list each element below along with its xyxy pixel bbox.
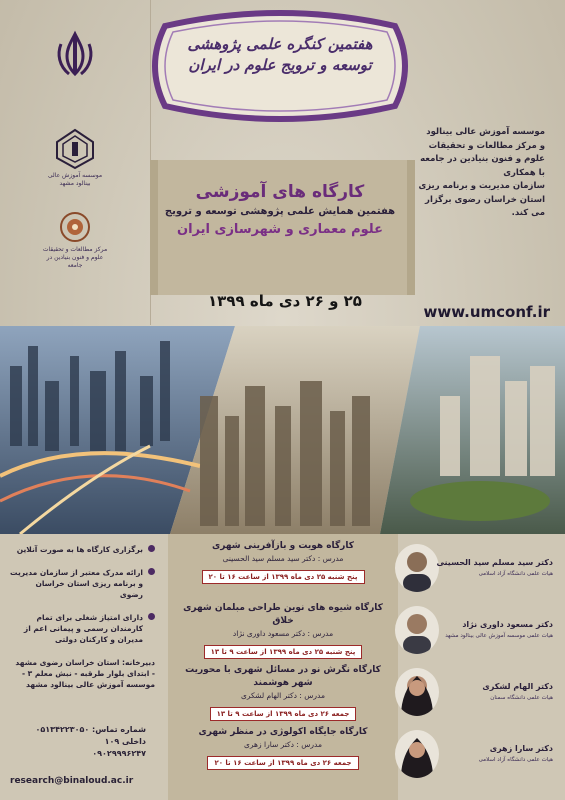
city-skyline-image [0,326,565,534]
workshop-item-time: جمعه ۲۶ دی ماه ۱۳۹۹ از ساعت ۱۶ تا ۲۰ [207,756,358,770]
feature-text: برگزاری کارگاه ها به صورت آنلاین [16,545,143,554]
research-center-caption: مرکز مطالعات و تحقیقات علوم و فنون بنیادین در جامعه [42,246,108,269]
research-center-icon [58,210,92,244]
teacher-role: هیات علمی موسسه آموزش عالی بینالود مشهد [445,633,553,639]
organizer-line: سازمان مدیریت و برنامه ریزی [418,181,545,191]
title-line1: هفتمین کنگره علمی پژوهشی [187,35,373,53]
iran-emblem-icon [53,30,97,78]
teacher-photo [395,668,439,716]
avatar-icon [395,730,439,778]
teacher-name: دکتر سید مسلم سید الحسینی [436,558,553,567]
workshop-item-teacher: مدرس : دکتر سید مسلم سید الحسینی [222,554,344,563]
details-section [0,534,565,800]
teacher-photo [395,606,439,654]
event-date: ۲۵ و ۲۶ دی ماه ۱۳۹۹ [208,292,362,310]
feature-item [10,544,155,555]
workshop-item-teacher: مدرس : دکتر سارا زهری [244,740,322,749]
avatar-icon [395,668,439,716]
workshop-field: علوم معماری و شهرسازی ایران [177,222,383,237]
workshop-item-time: جمعه ۲۶ دی ماه ۱۳۹۹ از ساعت ۹ تا ۱۳ [210,707,357,721]
teacher-role: هیات علمی دانشگاه آزاد اسلامی [478,757,553,763]
teacher-card [387,664,557,726]
binaloud-logo [40,128,110,188]
teacher-photo [395,544,439,592]
phone-extension: داخلی ۱۰۹ [104,737,146,746]
workshops-list [178,540,388,788]
workshop-item [178,726,388,782]
congress-title [145,34,415,76]
bullet-icon [148,568,155,575]
teacher-role: هیات علمی دانشگاه سمنان [490,695,553,701]
organizer-line: با همکاری [503,167,545,178]
avatar-icon [395,606,439,654]
workshop-item-title: کارگاه نگرش نو در مسائل شهری با محوریت شهر هوشمند [185,665,381,688]
workshop-subtitle: هفتمین همایش علمی پژوهشی توسعه و ترویج [164,206,396,217]
feature-text: ارائه مدرک معتبر از سازمان مدیریت و برنامه ریزی استان خراسان رضوی [10,568,143,599]
binaloud-logo-icon [55,128,95,170]
workshop-header [160,170,400,288]
organizer-line: می کند. [511,208,545,218]
teachers-list [387,540,557,788]
teacher-card [387,540,557,602]
emblem-logo [40,30,110,82]
feature-text: دارای امتیاز شغلی برای تمام کارمندان رسمی و پیمانی اعم از مدیران و کارکنان دولتی [23,613,143,644]
teacher-card [387,602,557,664]
city-photo [0,326,565,534]
avatar-icon [395,544,439,592]
bullet-icon [148,545,155,552]
workshop-item [178,540,388,596]
feature-item [10,612,155,645]
title-line2: توسعه و ترویج علوم در ایران [188,56,372,74]
congress-title-frame [145,6,415,126]
workshop-item [178,664,388,720]
workshop-item-teacher: مدرس : دکتر الهام لشکری [241,691,325,700]
workshop-title: کارگاه های آموزشی [195,182,365,202]
workshop-item-title: کارگاه جایگاه اکولوژی در منظر شهری [198,727,368,737]
bullet-icon [148,613,155,620]
binaloud-caption: موسسه آموزش عالی بینالود مشهد [47,172,103,187]
contact-email[interactable]: research@binaloud.ac.ir [10,776,134,786]
secretariat-address: دبیرخانه: استان خراسان رضوی مشهد - ابتدای بلوار طرقبه - نبش معلم ۳ - موسسه آموزش عالی بینالود مشهد [15,658,155,689]
workshop-item-time: پنج شنبه ۲۵ دی ماه ۱۳۹۹ از ساعت ۱۶ تا ۲۰ [202,570,365,584]
organizer-line: و مرکز مطالعات و تحقیقات [428,140,545,151]
research-center-logo [40,210,110,270]
phone-number[interactable]: شماره تماس: ۰۵۱۳۴۲۲۳۰۵۰ [35,725,146,734]
website-link[interactable]: www.umconf.ir [423,303,550,321]
organizer-line: موسسه آموزش عالی بینالود [426,127,545,137]
workshop-item-time: پنج شنبه ۲۵ دی ماه ۱۳۹۹ از ساعت ۹ تا ۱۳ [204,645,363,659]
contact-info [14,724,146,760]
workshop-item-title: کارگاه هویت و بازآفرینی شهری [212,541,354,551]
mobile-number[interactable]: ۰۹۰۲۹۹۹۶۲۴۷ [92,749,146,758]
logos-column [0,0,151,325]
teacher-name: دکتر الهام لشکری [482,682,553,691]
teacher-name: دکتر مسعود داوری نژاد [462,620,553,629]
features-list [10,544,155,690]
workshop-item [178,602,388,658]
teacher-role: هیات علمی دانشگاه آزاد اسلامی [478,571,553,577]
teacher-photo [395,730,439,778]
workshop-item-title: کارگاه شیوه های نوین طراحی مبلمان شهری خلاق [183,603,383,626]
organizer-line: علوم و فنون بنیادین در جامعه [420,154,545,164]
workshop-item-teacher: مدرس : دکتر مسعود داوری نژاد [232,629,334,638]
feature-item [10,567,155,600]
teacher-name: دکتر سارا زهری [489,744,553,753]
organizer-line: استان خراسان رضوی برگزار [425,194,545,205]
teacher-card [387,726,557,788]
